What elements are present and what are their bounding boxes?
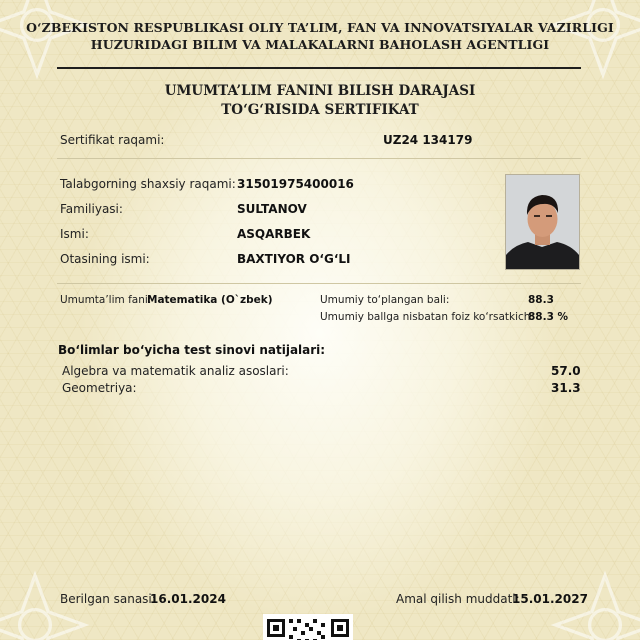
ministry-line-2: HUZURIDAGI BILIM VA MALAKALARNI BAHOLASH AGENTLIGI <box>90 37 550 52</box>
header-divider <box>57 67 581 69</box>
valid-until-label: Amal qilish muddati: <box>396 592 520 606</box>
personal-id-label: Talabgorning shaxsiy raqami: <box>60 177 236 191</box>
percent-score: 88.3 % <box>528 311 569 323</box>
patronymic: BAXTIYOR O‘G‘LI <box>237 252 351 266</box>
surname-label: Familiyasi: <box>60 202 123 216</box>
first-name: ASQARBEK <box>237 227 311 241</box>
divider <box>57 158 581 159</box>
result-row-label: Algebra va matematik analiz asoslari: <box>62 364 289 378</box>
personal-id: 31501975400016 <box>237 177 354 191</box>
issue-date: 16.01.2024 <box>150 592 226 606</box>
portrait-photo <box>505 174 580 270</box>
percent-label: Umumiy ballga nisbatan foiz ko‘rsatkich: <box>320 311 534 323</box>
result-row-label: Geometriya: <box>62 381 137 395</box>
results-heading: Bo‘limlar bo‘yicha test sinovi natijalari: <box>58 343 326 357</box>
total-score: 88.3 <box>528 294 554 306</box>
certificate-number-label: Sertifikat raqami: <box>60 133 165 147</box>
ministry-line-1: O‘ZBEKISTON RESPUBLIKASI OLIY TA’LIM, FAN VA INNOVATSIYALAR VAZIRLIGI <box>26 20 614 35</box>
certificate-number: UZ24 134179 <box>383 133 473 147</box>
certificate-title-line-2: TO‘G‘RISIDA SERTIFIKAT <box>221 102 419 118</box>
divider <box>57 283 581 284</box>
subject: Matematika (O`zbek) <box>147 294 273 306</box>
surname: SULTANOV <box>237 202 307 216</box>
result-row-score: 57.0 <box>551 364 581 378</box>
subject-label: Umumta’lim fani: <box>60 294 152 306</box>
issue-date-label: Berilgan sanasi: <box>60 592 156 606</box>
patronymic-label: Otasining ismi: <box>60 252 150 266</box>
total-score-label: Umumiy to‘plangan bali: <box>320 294 450 306</box>
first-name-label: Ismi: <box>60 227 89 241</box>
qr-code-icon[interactable] <box>263 614 353 640</box>
certificate-title-line-1: UMUMTA’LIM FANINI BILISH DARAJASI <box>164 83 476 99</box>
valid-until-date: 15.01.2027 <box>512 592 588 606</box>
result-row-score: 31.3 <box>551 381 581 395</box>
